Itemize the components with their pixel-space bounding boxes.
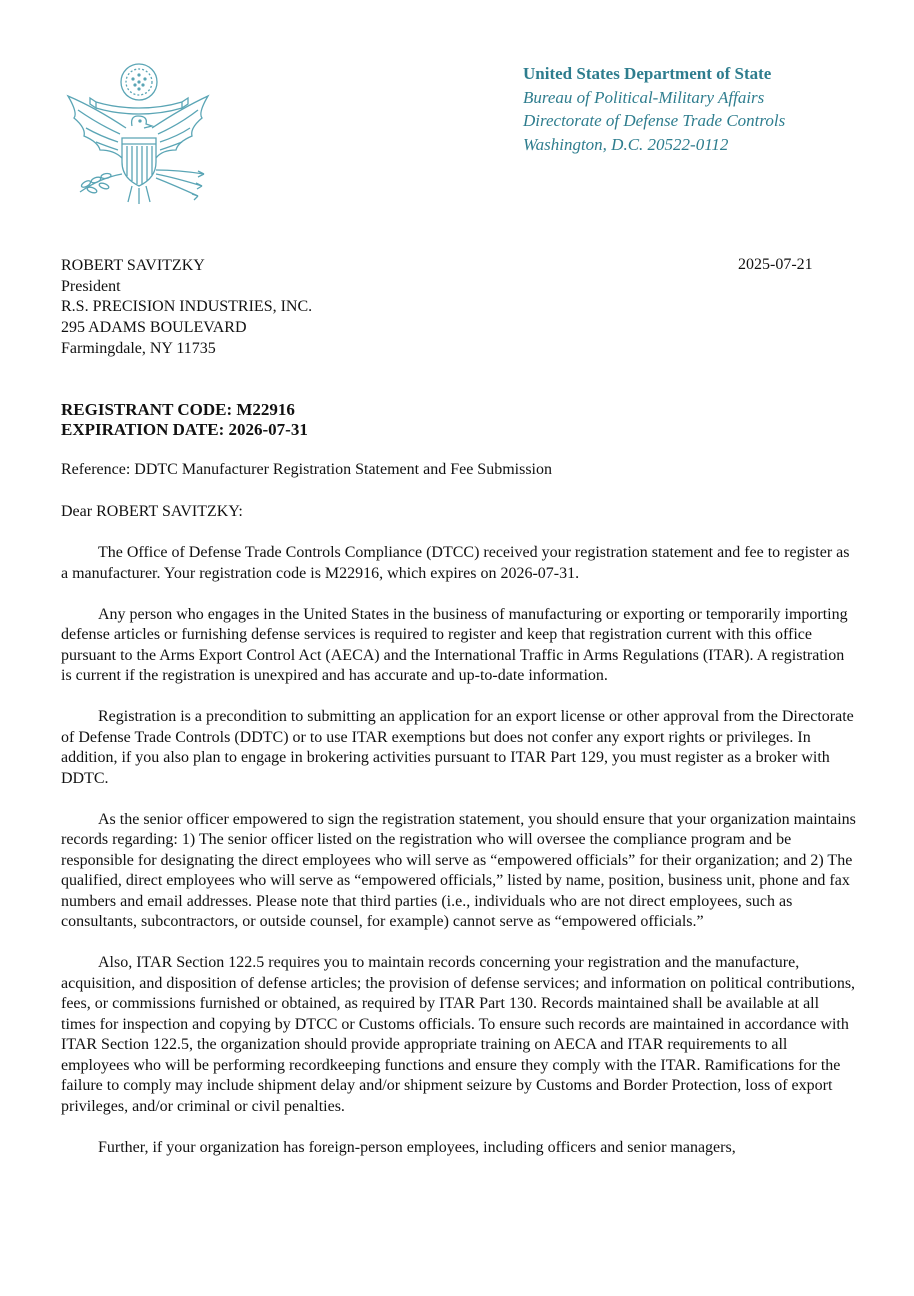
registration-codes <box>61 400 308 440</box>
bureau-name: Bureau of Political-Military Affairs <box>523 87 765 107</box>
recipient-city: Farmingdale, NY 11735 <box>61 339 216 357</box>
department-name: United States Department of State <box>523 64 772 83</box>
directorate-name: Directorate of Defense Trade Controls <box>523 111 786 130</box>
letter-date: 2025-07-21 <box>738 256 813 273</box>
body-paragraph: Further, if your organization has foreign-person employees, including officers and senior managers, <box>98 1138 736 1156</box>
body-paragraph: Any person who engages in the United States in the business of manufacturing or exporting or temporarily importing defense articles or furnishing defense services is required to register and keep that registration current with this office pursuant to the Arms Export Control Act (AECA) and the International Traffic in Arms Regulations (ITAR). A registration is current if the registration is unexpired and has accurate and up-to-date information. <box>61 605 848 684</box>
recipient-title: President <box>61 277 121 295</box>
office-city: Washington, D.C. 20522-0112 <box>523 134 729 154</box>
recipient-company: R.S. PRECISION INDUSTRIES, INC. <box>61 298 313 316</box>
body-paragraph: As the senior officer empowered to sign the registration statement, you should ensure that your organization maintains records regarding: 1) The senior officer listed on the registration who will oversee the compliance program and be responsible for designating the direct employees who will serve as “empowered officials” for their organization; and 2) The qualified, direct employees who will serve as “empowered officials,” listed by name, position, business unit, phone and fax numbers and email addresses. Please note that third parties (i.e., individuals who are not direct employees, such as consultants, subcontractors, or outside counsel, for example) cannot serve as “empowered officials.” <box>61 810 856 930</box>
registrant-code: REGISTRANT CODE: M22916 <box>61 400 295 419</box>
reference-line: Reference: DDTC Manufacturer Registration Statement and Fee Submission <box>61 461 552 478</box>
body-paragraph: The Office of Defense Trade Controls Compliance (DTCC) received your registration statement and fee to register as a manufacturer. Your registration code is M22916, which expires on 2026-07-31. <box>61 544 850 582</box>
recipient-street: 295 ADAMS BOULEVARD <box>61 319 247 337</box>
letterhead <box>523 62 883 156</box>
body-paragraph: Also, ITAR Section 122.5 requires you to maintain records concerning your registration and the manufacture, acquisition, and disposition of defense articles; the provision of defense services; and information on political contributions, fees, or commissions furnished or obtained, as required by ITAR Part 130. Records maintained shall be available at all times for inspection and copying by DTCC or Customs officials. To ensure such records are maintained in accordance with ITAR Section 122.5, the organization should provide appropriate training on AECA and ITAR requirements to all employees who will be performing recordkeeping functions and ensure they comply with the ITAR. Ramifications for the failure to comply may include shipment delay and/or shipment seizure by Customs and Border Protection, loss of export privileges, and/or criminal or civil penalties. <box>61 954 856 1115</box>
recipient-address <box>61 256 312 360</box>
body-paragraph: Registration is a precondition to submitting an application for an export license or other approval from the Directorate of Defense Trade Controls (DDTC) or to use ITAR exemptions but does not confer any export rights or privileges. In addition, if you also plan to engage in brokering activities pursuant to ITAR Part 129, you must register as a broker with DDTC. <box>61 708 854 787</box>
recipient-name: ROBERT SAVITZKY <box>61 257 205 274</box>
great-seal-eagle-icon <box>56 58 216 206</box>
expiration-date: EXPIRATION DATE: 2026-07-31 <box>61 420 308 439</box>
salutation: Dear ROBERT SAVITZKY: <box>61 503 243 520</box>
letter-body <box>61 543 856 1179</box>
